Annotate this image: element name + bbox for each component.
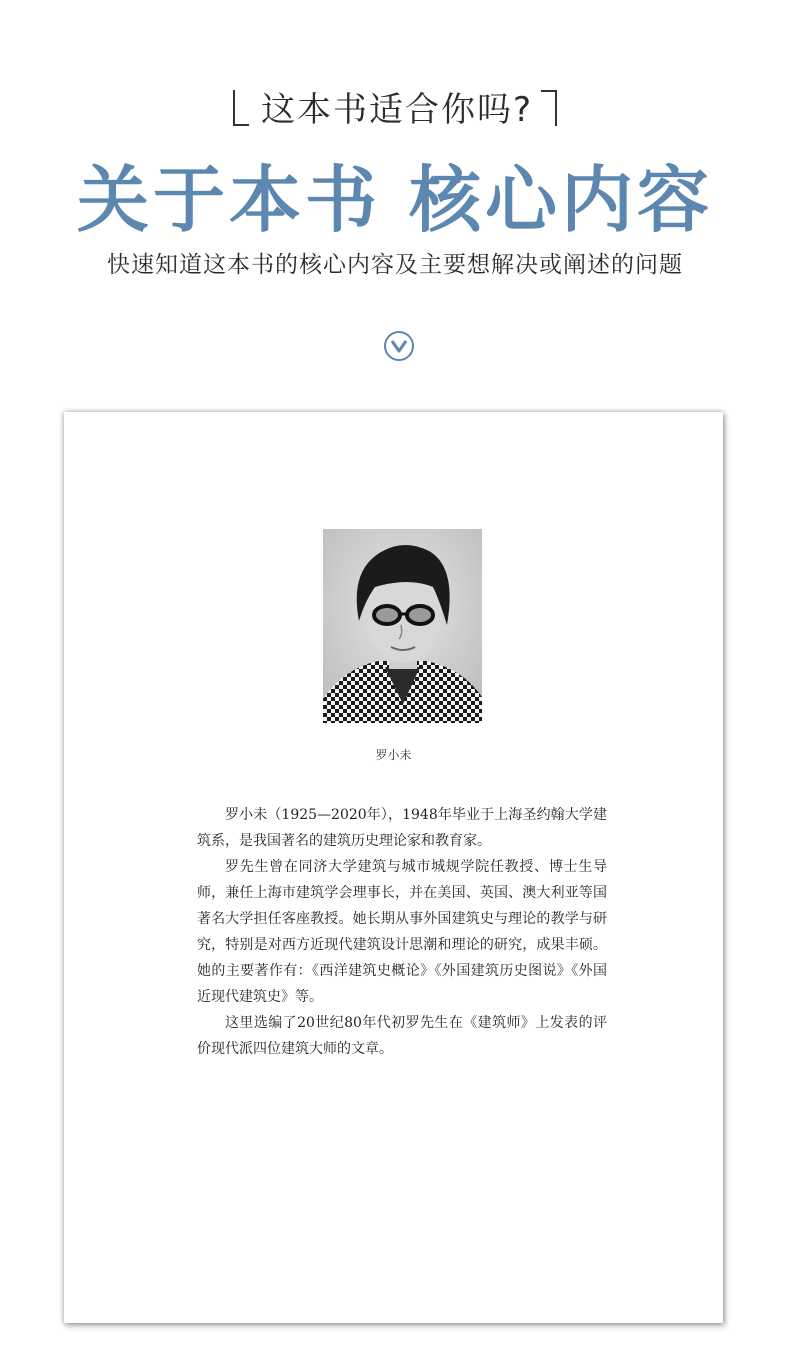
main-title-part2: 核心内容: [409, 157, 714, 242]
author-portrait: [323, 529, 482, 723]
question-text: 这本书适合你吗?: [260, 90, 534, 130]
chevron-down-icon: [390, 338, 408, 354]
chevron-down-circle-icon[interactable]: [384, 331, 414, 361]
author-photo-image: [323, 529, 482, 723]
bio-paragraph: 罗小未（1925—2020年），1948年毕业于上海圣约翰大学建筑系，是我国著名的建筑历史理论家和教育家。: [197, 807, 607, 849]
author-bio: [197, 802, 607, 1062]
book-page: [64, 412, 723, 1323]
right-bracket-icon: [541, 90, 557, 126]
left-bracket-icon: [233, 90, 249, 126]
portrait-caption: 罗小未: [375, 748, 412, 762]
question-heading: [0, 82, 790, 131]
subtitle: 快速知道这本书的核心内容及主要想解决或阐述的问题: [107, 252, 683, 278]
bio-paragraph: 罗先生曾在同济大学建筑与城市城规学院任教授、博士生导师，兼任上海市建筑学会理事长，并在美国、英国、澳大利亚等国著名大学担任客座教授。她长期从事外国建筑史与理论的教学与研究，特别是对西方近现代建筑设计思潮和理论的研究，成果丰硕。她的主要著作有：《西洋建筑史概论》《外国建筑历史图说》《外国近现代建筑史》等。: [197, 859, 607, 1005]
bio-paragraph: 这里选编了20世纪80年代初罗先生在《建筑师》上发表的评价现代派四位建筑大师的文章。: [197, 1015, 607, 1057]
main-title-part1: 关于本书: [76, 157, 381, 242]
header-section: [0, 0, 790, 400]
main-title: [0, 142, 790, 246]
